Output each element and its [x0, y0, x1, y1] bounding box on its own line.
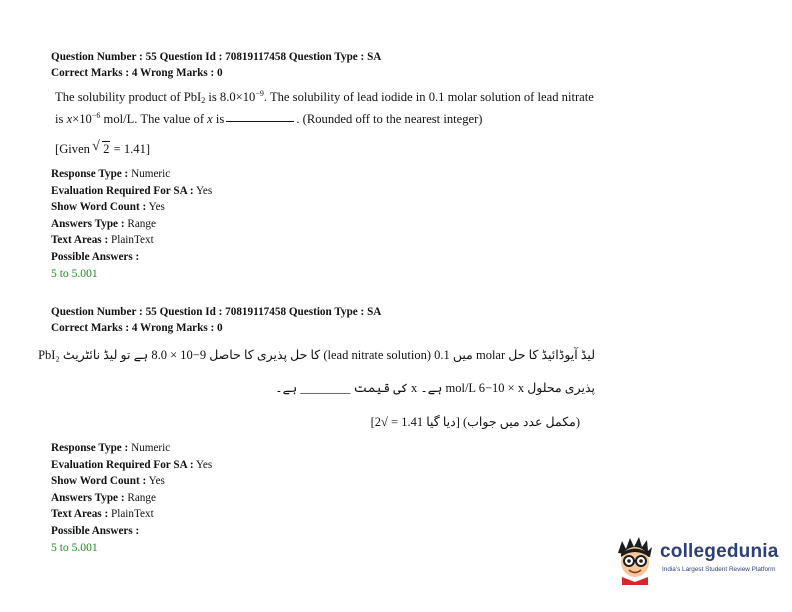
q2-header — [51, 304, 751, 336]
q1-meta-row: Possible Answers : — [51, 250, 140, 263]
q2-urdu-line2: پذیری محلول mol/L 6−10 × x ہے۔ x کی قیمت ________ ہے۔ — [275, 381, 595, 395]
mascot-icon — [612, 535, 658, 585]
q2-possible-answer: 5 to 5.001 — [51, 540, 98, 554]
q2-header-line2: Correct Marks : 4 Wrong Marks : 0 — [51, 322, 223, 334]
collegedunia-logo — [612, 535, 782, 587]
q1-question-text: The solubility product of PbI$_2$ is $8.0\times 10^{-9}$. The solubility of lead iodide in 0.1 molar solution of lead nitrate is $x\times 10^{-6}$ mol/L. The value of x is . (Rounded off to the nearest integer) — [55, 89, 594, 126]
q2-meta-row: Show Word Count : Yes — [51, 475, 165, 488]
answer-blank — [226, 121, 294, 122]
q2-meta-row: Response Type : Numeric — [51, 442, 171, 454]
q2-meta-row: Text Areas : PlainText — [51, 508, 154, 521]
q2-urdu-line3: (مکمل عدد میں جواب) [دیا گیا 1.41 = √2] — [370, 415, 580, 429]
q2-meta-row: Answers Type : Range — [51, 491, 156, 504]
q1-header — [51, 49, 751, 81]
q1-meta-row: Evaluation Required For SA : Yes — [51, 184, 213, 197]
q1-possible-answer: 5 to 5.001 — [51, 266, 98, 280]
q1-header-line1: Question Number : 55 Question Id : 70819117458 Question Type : SA — [51, 51, 382, 63]
q1-meta-row: Answers Type : Range — [51, 217, 156, 230]
q1-meta-row: Text Areas : PlainText — [51, 234, 154, 247]
q1-meta-row: Show Word Count : Yes — [51, 201, 165, 214]
brand-name: collegedunia — [660, 541, 779, 562]
q1-meta — [51, 166, 751, 282]
q2-header-line1: Question Number : 55 Question Id : 70819117458 Question Type : SA — [51, 306, 382, 318]
q2-urdu-line1: PbI₂ کا حل پذیری کا حاصل 9−10 × 8.0 ہے تو لیڈ نائٹریٹ (lead nitrate solution) میں 0.1 molar لیڈ آیوڈائیڈ کا حل — [38, 348, 595, 362]
q2-meta-row: Possible Answers : — [51, 524, 140, 537]
q2-meta-row: Evaluation Required For SA : Yes — [51, 458, 213, 471]
q1-header-line2: Correct Marks : 4 Wrong Marks : 0 — [51, 67, 223, 79]
sqrt-symbol: √ 2 — [93, 141, 110, 157]
brand-tagline: India's Largest Student Review Platform — [662, 566, 776, 573]
q1-given: [Given √ 2 = 1.41] — [55, 141, 150, 157]
q1-meta-row: Response Type : Numeric — [51, 168, 171, 180]
